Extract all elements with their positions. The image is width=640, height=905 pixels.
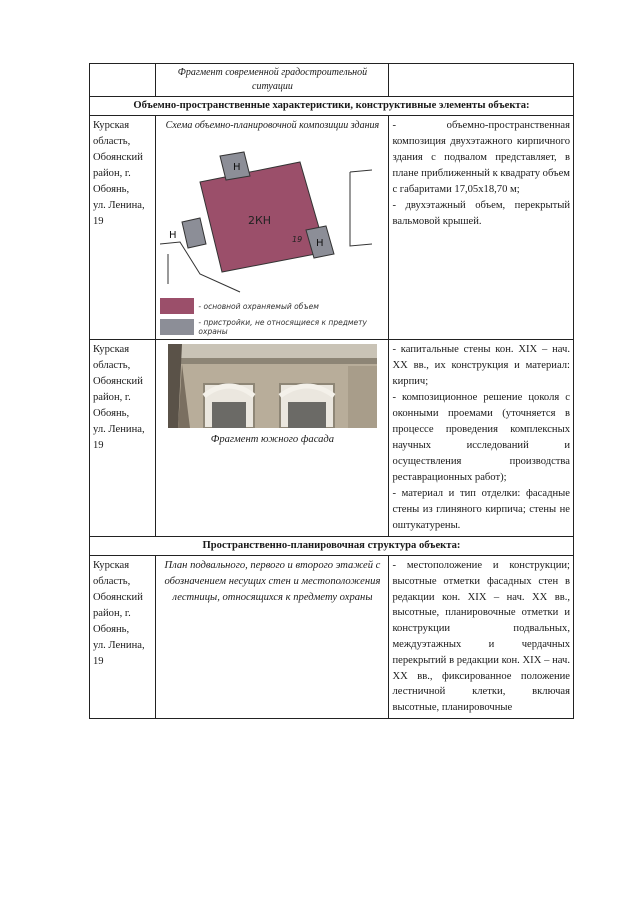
address-line: ул. Ленина, xyxy=(93,640,145,651)
legend-item xyxy=(160,318,384,336)
address-line: Обоянский xyxy=(93,152,143,163)
description-item: - двухэтажный объем, перекрытый вальмовой крышей. xyxy=(392,200,570,227)
address-line: ул. Ленина, xyxy=(93,200,145,211)
house-number-label: 19 xyxy=(292,235,303,244)
description-item: - материал и тип отделки: фасадные стены из глиняного кирпича; стены не оштукатурены. xyxy=(392,488,570,531)
legend-swatch-main xyxy=(160,298,194,314)
table-row xyxy=(90,556,574,719)
address-line: 19 xyxy=(93,656,104,667)
address-line: 19 xyxy=(93,440,104,451)
schema-title: Схема объемно-планировочной композиции здания xyxy=(165,120,380,131)
south-facade-photo xyxy=(168,344,377,428)
address-line: 19 xyxy=(93,216,104,227)
address-line: Обоянский xyxy=(93,376,143,387)
address-line: область, xyxy=(93,360,131,371)
address-line: Курская xyxy=(93,560,130,571)
legend-label: - основной охраняемый объем xyxy=(198,301,319,311)
address-line: район, г. xyxy=(93,608,131,619)
section-heading-row xyxy=(90,97,574,116)
description-item: - композиционное решение цоколя с оконными проемами (уточняется в процессе проведения комплексных научных исследований и осуществления производства реставрационных работ); xyxy=(392,392,570,483)
neighbour-building-outline xyxy=(350,172,372,246)
section2-heading: Пространственно-планировочная структура объекта: xyxy=(90,537,574,556)
legend-label: - пристройки, не относящиеся к предмету охраны xyxy=(198,318,367,336)
description-cell xyxy=(389,116,574,340)
annex-left xyxy=(182,218,206,248)
address-line: Курская xyxy=(93,120,130,131)
header-empty-cell xyxy=(389,64,574,97)
legend-swatch-annex xyxy=(160,319,194,335)
address-cell xyxy=(90,116,156,340)
protection-subject-table xyxy=(89,63,574,719)
address-line: Курская xyxy=(93,344,130,355)
address-cell xyxy=(90,340,156,537)
description-item: - местоположение и конструкции; высотные отметки фасадных стен в редакции кон. XIX – нач. XX вв., высотные, планировочные отметки и конструкции подвальных, междуэтажных и чердачных перекрытий в редакции кон. XIX – нач. XX вв., фиксированное положение лестничной клетки, включая высотные, планировочные xyxy=(392,560,570,714)
description-item: - объемно-пространственная композиция двухэтажного кирпичного здания с подвалом представляет, в плане приближенный к квадрату объем с габаритами 17,05х18,70 м; xyxy=(392,120,570,195)
neighbour-building-outline xyxy=(350,170,372,172)
address-line: ул. Ленина, xyxy=(93,424,145,435)
address-line: Обоянь, xyxy=(93,184,130,195)
building-label: 2КН xyxy=(248,214,272,227)
address-line: район, г. xyxy=(93,168,131,179)
description-cell xyxy=(389,340,574,537)
address-line: район, г. xyxy=(93,392,131,403)
legend-item xyxy=(160,298,384,314)
fragment-title: Фрагмент современной градостроительной ситуации xyxy=(156,64,389,97)
address-line: Обоянь, xyxy=(93,624,130,635)
schema-cell xyxy=(156,116,389,340)
annex-label: Н xyxy=(316,238,324,249)
annex-label: Н xyxy=(233,162,241,173)
header-empty-cell xyxy=(90,64,156,97)
plan-title: План подвального, первого и второго этажей с обозначением несущих стен и местоположения лестницы, относящихся к предмету охраны xyxy=(156,556,389,719)
section-heading-row xyxy=(90,537,574,556)
address-cell xyxy=(90,556,156,719)
address-line: Обоянский xyxy=(93,592,143,603)
address-line: Обоянь, xyxy=(93,408,130,419)
address-line: область, xyxy=(93,576,131,587)
address-line: область, xyxy=(93,136,131,147)
photo-caption: Фрагмент южного фасада xyxy=(210,434,335,445)
table-row xyxy=(90,116,574,340)
header-row xyxy=(90,64,574,97)
photo-cell xyxy=(156,340,389,537)
annex-label: Н xyxy=(169,230,177,241)
description-item: - капитальные стены кон. XIX – нач. XX вв., их конструкция и материал: кирпич; xyxy=(392,344,570,387)
table-row xyxy=(90,340,574,537)
site-schema-diagram xyxy=(160,134,372,294)
section1-heading: Объемно-пространственные характеристики, конструктивные элементы объекта: xyxy=(90,97,574,116)
description-cell xyxy=(389,556,574,719)
